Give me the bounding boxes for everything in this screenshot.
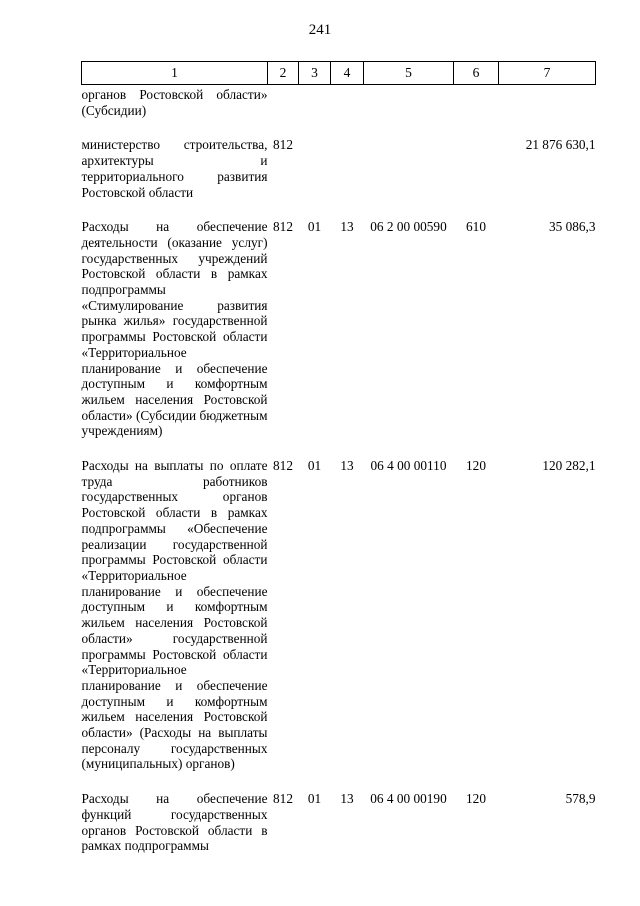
row-description: министерство строительства, архитектуры и территориального развития Ростовской области <box>81 137 268 200</box>
subsection-code <box>331 85 364 119</box>
expense-type-code <box>454 137 499 200</box>
amount-value: 35 086,3 <box>548 219 596 235</box>
budget-table <box>81 61 596 854</box>
expense-type-code: 120 <box>466 791 486 807</box>
table-row <box>82 137 596 200</box>
row-description: Расходы на выплаты по оплате труда работников государственных органов Ростовской области в рамках подпрограммы «Обеспечение реализации государственной программы Ростовской области «Территориальное планирование и обеспечение доступным и комфортным жильем населения Ростовской области» государственной программы Ростовской области «Территориальное планирование и обеспечение доступным и комфортным жильем населения Ростовской области» (Расходы на выплаты персоналу государственных (муниципальных) органов) <box>81 458 268 772</box>
column-header: 6 <box>454 62 499 85</box>
amount-value: 120 282,1 <box>542 458 596 474</box>
ministry-code: 812 <box>273 458 293 474</box>
ministry-code: 812 <box>273 137 293 153</box>
table-row <box>82 219 596 439</box>
section-code: 01 <box>307 791 322 807</box>
target-article-code <box>364 85 454 119</box>
column-header: 2 <box>268 62 299 85</box>
subsection-code: 13 <box>340 791 354 807</box>
amount-value: 578,9 <box>565 791 596 807</box>
row-description: Расходы на обеспечение функций государственных органов Ростовской области в рамках подпрограммы <box>81 791 268 854</box>
table-row <box>82 791 596 854</box>
section-code <box>299 85 331 119</box>
target-article-code: 06 4 00 00110 <box>370 458 447 474</box>
page-number: 241 <box>308 22 332 38</box>
ministry-code <box>268 85 299 119</box>
amount-value: 21 876 630,1 <box>525 137 596 153</box>
expense-type-code: 610 <box>466 219 486 235</box>
target-article-code: 06 4 00 00190 <box>370 791 447 807</box>
subsection-code: 13 <box>340 219 354 235</box>
column-header: 3 <box>299 62 331 85</box>
section-code <box>299 137 331 200</box>
target-article-code <box>364 137 454 200</box>
expense-type-code: 120 <box>466 458 486 474</box>
subsection-code: 13 <box>340 458 354 474</box>
column-header: 4 <box>331 62 364 85</box>
table-header <box>82 62 596 85</box>
target-article-code: 06 2 00 00590 <box>370 219 447 235</box>
ministry-code: 812 <box>273 791 293 807</box>
column-header: 1 <box>82 62 268 85</box>
expense-type-code <box>454 85 499 119</box>
table-row <box>82 458 596 772</box>
row-description: органов Ростовской области» (Субсидии) <box>81 87 268 118</box>
table-row <box>82 85 596 119</box>
row-description: Расходы на обеспечение деятельности (оказание услуг) государственных учреждений Ростовской области в рамках подпрограммы «Стимулирование развития рынка жилья» государственной программы Ростовской области «Территориальное планирование и обеспечение доступным и комфортным жильем населения Ростовской области» (Субсидии бюджетным учреждениям) <box>81 219 268 439</box>
ministry-code: 812 <box>273 219 293 235</box>
section-code: 01 <box>307 219 322 235</box>
section-code: 01 <box>307 458 322 474</box>
column-header: 5 <box>364 62 454 85</box>
subsection-code <box>331 137 364 200</box>
amount-value <box>499 85 596 119</box>
column-header: 7 <box>499 62 596 85</box>
